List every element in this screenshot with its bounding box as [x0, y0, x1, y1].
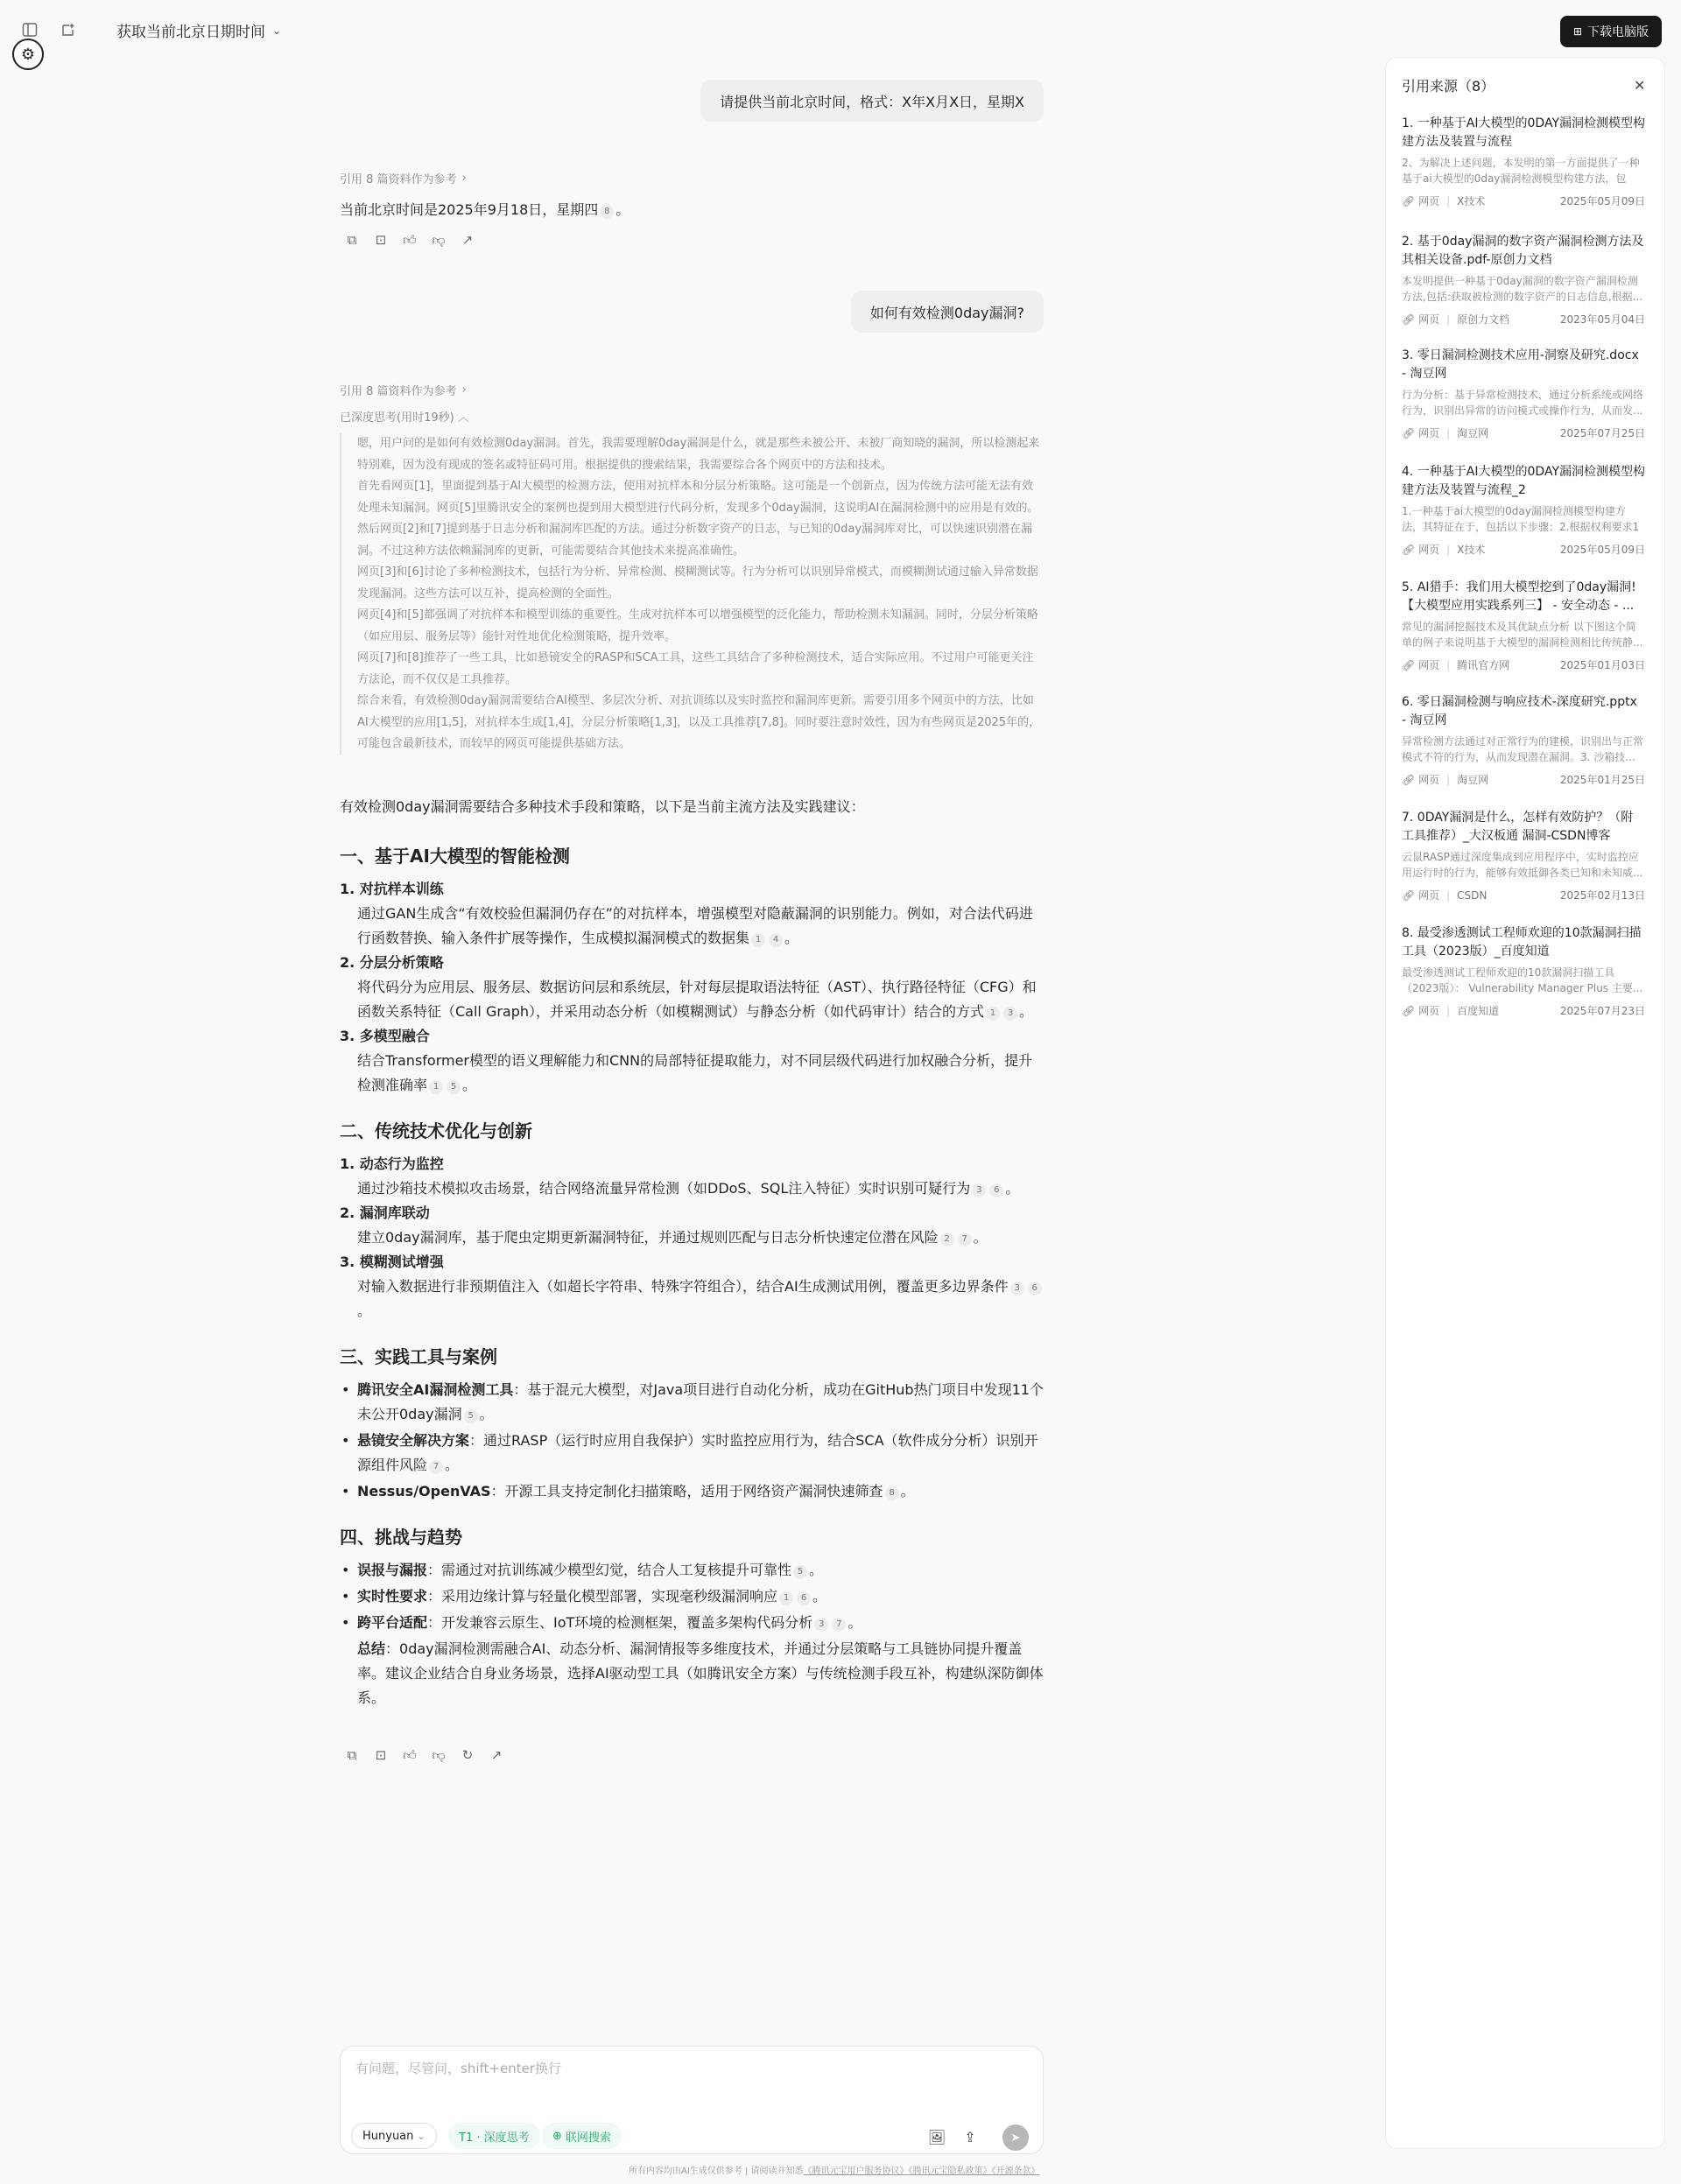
- item-text: 通过GAN生成含“有效校验但漏洞仍存在”的对抗样本，增强模型对隐蔽漏洞的识别能力。例如，对合法代码进行函数替换、输入条件扩展等操作，生成模拟漏洞模式的数据集: [357, 905, 1033, 946]
- source-meta: 🔗︎ 网页 | 淘豆网 2025年07月25日: [1402, 426, 1645, 439]
- answer-section: [340, 1523, 1044, 1710]
- conversation-title[interactable]: [116, 19, 281, 41]
- item-text: 将代码分为应用层、服务层、数据访问层和系统层，针对每层提取语法特征（AST）、执行路径特征（CFG）和函数关系特征（Call Graph），并采用动态分析（如模糊测试）与静态分析（如代码审计）结合的方式: [357, 979, 1037, 1020]
- user-message: 如何有效检测0day漏洞?: [851, 291, 1044, 333]
- source-type: 网页: [1418, 544, 1440, 556]
- citation-badge[interactable]: 3: [1003, 1007, 1017, 1021]
- source-snippet: 云鼠RASP通过深度集成到应用程序中，实时监控应用运行时的行为，能够有效抵御各类已知和未知威...: [1402, 851, 1643, 879]
- item-text: ：基于混元大模型，对Java项目进行自动化分析，成功在GitHub热门项目中发现11个未公开0day漏洞: [357, 1381, 1044, 1422]
- source-date: 2025年01月25日: [1559, 774, 1645, 786]
- bookmark-icon[interactable]: ⊡: [375, 1747, 387, 1763]
- source-meta: 🔗︎ 网页 | 腾讯官方网 2025年01月03日: [1402, 658, 1645, 671]
- item-body: 通过沙箱技术模拟攻击场景，结合网络流量异常检测（如DDoS、SQL注入特征）实时识别可疑行为 3 6 。: [357, 1180, 1020, 1197]
- citation-badge[interactable]: 3: [1010, 1282, 1024, 1296]
- chat-input-box[interactable]: [340, 2046, 1044, 2154]
- source-site: 原创力文档: [1457, 313, 1510, 326]
- list-item: • 跨平台适配：开发兼容云原生、IoT环境的检测框架，覆盖多架构代码分析 3 7 。: [340, 1611, 1044, 1635]
- settings-gear-icon[interactable]: ⚙: [12, 39, 44, 70]
- list-item: • 腾讯安全AI漏洞检测工具：基于混元大模型，对Java项目进行自动化分析，成功在GitHub热门项目中发现11个未公开0day漏洞 5 。: [340, 1378, 1044, 1427]
- link-icon: 🔗︎: [1402, 313, 1419, 326]
- web-search-label: 联网搜索: [565, 2131, 611, 2145]
- summary-paragraph: [340, 1637, 1044, 1710]
- regenerate-icon[interactable]: ↻: [461, 1747, 474, 1763]
- list-item: [340, 1024, 1044, 1098]
- source-type: 网页: [1418, 195, 1440, 207]
- source-meta: 🔗︎ 网页 | X技术 2025年05月09日: [1402, 194, 1645, 207]
- thinking-paragraph: 首先看网页[1]，里面提到基于AI大模型的检测方法，使用对抗样本和分层分析策略。这可能是一个创新点，因为传统方法可能无法有效处理未知漏洞。网页[5]里腾讯安全的案例也提到用大模型进行代码分析，发现多个0day漏洞，这说明AI在漏洞检测中的应用是有效的。: [357, 480, 1039, 515]
- source-card[interactable]: [1402, 233, 1645, 327]
- deep-thinking-label: 已深度思考(用时19秒): [340, 411, 454, 425]
- section-heading: 一、基于AI大模型的智能检测: [340, 846, 570, 867]
- list-item: • 悬镜安全解决方案：通过RASP（运行时应用自我保护）实时监控应用行为，结合SCA（软件成分分析）识别开源组件风险 7 。: [340, 1429, 1044, 1478]
- chevron-down-icon: ⌄: [272, 24, 282, 37]
- model-selector[interactable]: [351, 2123, 437, 2149]
- citation-badge[interactable]: 5: [447, 1080, 461, 1094]
- thinking-content: [340, 433, 1044, 755]
- item-body: 建立0day漏洞库，基于爬虫定期更新漏洞特征，并通过规则匹配与日志分析快速定位潜在风险 2 7 。: [357, 1229, 988, 1246]
- item-title: 3. 多模型融合: [340, 1028, 430, 1044]
- source-site: X技术: [1457, 544, 1486, 556]
- new-chat-icon[interactable]: [56, 18, 81, 42]
- source-date: 2023年05月04日: [1559, 313, 1645, 326]
- source-title: 3. 零日漏洞检测技术应用-洞察及研究.docx - 淘豆网: [1402, 348, 1639, 381]
- references-panel: [1385, 57, 1665, 2149]
- conversation-title-text: 获取当前北京日期时间: [116, 24, 265, 41]
- model-label: Hunyuan: [362, 2129, 414, 2143]
- item-text: 结合Transformer模型的语义理解能力和CNN的局部特征提取能力，对不同层级代码进行加权融合分析，提升检测准确率: [357, 1052, 1033, 1093]
- citation-badge[interactable]: 3: [972, 1183, 986, 1197]
- image-upload-icon[interactable]: 🖼︎: [927, 2128, 946, 2145]
- source-title: 8. 最受渗透测试工程师欢迎的10款漏洞扫描工具（2023版）_百度知道: [1402, 926, 1642, 959]
- assistant-answer: [340, 795, 1044, 1730]
- list-item: • 实时性要求：采用边缘计算与轻量化模型部署，实现毫秒级漏洞响应 1 6 。: [340, 1584, 1044, 1609]
- thinking-paragraph: 嗯，用户问的是如何有效检测0day漏洞。首先，我需要理解0day漏洞是什么，就是那些未被公开、未被厂商知晓的漏洞，所以检测起来特别难，因为没有现成的签名或特征码可用。根据提供的搜索结果，我需要综合各个网页中的方法和技术。: [357, 437, 1040, 472]
- chevron-down-icon: ⌄: [417, 2130, 426, 2142]
- user-message: 请提供当前北京时间，格式：X年X月X日，星期X: [700, 80, 1044, 122]
- source-card[interactable]: [1402, 347, 1645, 440]
- source-type: 网页: [1418, 659, 1440, 671]
- thumbs-down-icon[interactable]: 👎︎: [432, 1746, 446, 1763]
- source-meta: 🔗︎ 网页 | 淘豆网 2025年01月25日: [1402, 773, 1645, 786]
- privacy-link[interactable]: 《腾讯元宝隐私政策》: [908, 2166, 992, 2176]
- source-date: 2025年05月09日: [1559, 195, 1645, 207]
- source-snippet: 常见的漏洞挖掘技术及其优缺点分析 以下图这个简单的例子来说明基于大模型的漏洞检测相比传统静...: [1402, 621, 1643, 649]
- source-site: 百度知道: [1457, 1005, 1500, 1017]
- item-title: 1. 动态行为监控: [340, 1155, 444, 1172]
- citation-badge[interactable]: 5: [793, 1565, 807, 1579]
- answer-end: 。: [615, 201, 630, 218]
- item-body: 对输入数据进行非预期值注入（如超长字符串、特殊字符组合），结合AI生成测试用例，覆盖更多边界条件 3 6。: [340, 1275, 1044, 1324]
- deep-think-label: T1 · 深度思考: [459, 2131, 530, 2145]
- list-item: [340, 1250, 1044, 1324]
- source-date: 2025年02月13日: [1559, 889, 1645, 902]
- deep-think-toggle[interactable]: [448, 2123, 540, 2149]
- citation-badge[interactable]: 3: [814, 1618, 828, 1632]
- assistant-answer: [340, 199, 629, 219]
- send-icon: ➤: [1010, 2131, 1021, 2145]
- source-date: 2025年01月03日: [1559, 659, 1645, 671]
- source-site: CSDN: [1457, 888, 1488, 902]
- section-heading: 四、挑战与趋势: [340, 1527, 462, 1548]
- citation-badge[interactable]: 1: [429, 1080, 443, 1094]
- source-site: 淘豆网: [1457, 774, 1489, 786]
- source-snippet: 行为分析：基于异常检测技术，通过分析系统或网络行为，识别出异常的访问模式或操作行为，从而发...: [1402, 389, 1644, 417]
- item-title: 1. 对抗样本训练: [340, 881, 444, 897]
- source-snippet: 2、为解决上述问题，本发明的第一方面提供了一种基于ai大模型的0day漏洞检测模型构建方法，包: [1402, 157, 1640, 185]
- download-desktop-button[interactable]: [1560, 16, 1662, 47]
- references-link[interactable]: [340, 382, 467, 398]
- item-text: ：需通过对抗训练减少模型幻觉，结合人工复核提升可靠性: [427, 1562, 792, 1578]
- item-title: 2. 分层分析策略: [340, 954, 444, 971]
- source-title: 1. 一种基于AI大模型的0DAY漏洞检测模型构建方法及装置与流程: [1402, 116, 1645, 149]
- source-title: 6. 零日漏洞检测与响应技术-深度研究.pptx - 淘豆网: [1402, 695, 1637, 727]
- chevron-right-icon: ›: [461, 383, 467, 397]
- source-meta: 🔗︎ 网页 | 原创力文档 2023年05月04日: [1402, 313, 1645, 326]
- item-text: ：采用边缘计算与轻量化模型部署，实现毫秒级漏洞响应: [427, 1588, 778, 1605]
- source-card[interactable]: [1402, 693, 1645, 787]
- list-item: [340, 951, 1044, 1024]
- citation-badge[interactable]: 7: [958, 1232, 972, 1246]
- answer-actions: [343, 231, 476, 249]
- thinking-paragraph: 然后网页[2]和[7]提到基于日志分析和漏洞库匹配的方法。通过分析数字资产的日志，与已知的0day漏洞库对比，可以快速识别潜在漏洞。不过这种方法依赖漏洞库的更新，可能需要结合其他技术来提高准确性。: [357, 523, 1033, 558]
- disclaimer: [629, 2163, 1040, 2176]
- item-bold: 悬镜安全解决方案: [357, 1432, 470, 1449]
- thumbs-up-icon[interactable]: 👍︎: [403, 1746, 417, 1763]
- source-meta: 🔗︎ 网页 | CSDN 2025年02月13日: [1402, 888, 1645, 902]
- item-bold: 误报与漏报: [357, 1562, 428, 1578]
- references-label: 引用 8 篇资料作为参考: [340, 173, 457, 186]
- citation-badge[interactable]: 2: [940, 1232, 954, 1246]
- panel-title: 引用来源（8）: [1402, 78, 1495, 95]
- source-snippet: 本发明提供一种基于0day漏洞的数字资产漏洞检测方法,包括:获取被检测的数字资产的日志信息,根据...: [1402, 275, 1643, 303]
- source-type: 网页: [1418, 1005, 1440, 1017]
- deep-thinking-toggle[interactable]: [340, 408, 469, 425]
- link-icon: 🔗︎: [1402, 888, 1419, 902]
- item-text: 通过沙箱技术模拟攻击场景，结合网络流量异常检测（如DDoS、SQL注入特征）实时识别可疑行为: [357, 1180, 971, 1197]
- source-site: 淘豆网: [1457, 427, 1489, 439]
- citation-badge[interactable]: 7: [429, 1460, 443, 1474]
- source-type: 网页: [1418, 889, 1440, 902]
- citation-badge[interactable]: 6: [1028, 1282, 1042, 1296]
- citation-badge[interactable]: 7: [832, 1618, 846, 1632]
- item-text: ：通过RASP（运行时应用自我保护）实时监控应用行为，结合SCA（软件成分分析）识别开源组件风险: [357, 1432, 1038, 1473]
- citation-badge[interactable]: 8: [600, 205, 614, 219]
- file-upload-icon[interactable]: ⇪: [964, 2128, 976, 2145]
- source-meta: 🔗︎ 网页 | X技术 2025年05月09日: [1402, 543, 1645, 556]
- references-link[interactable]: [340, 170, 467, 186]
- source-card[interactable]: [1402, 115, 1645, 208]
- source-snippet: 最受渗透测试工程师欢迎的10款漏洞扫描工具（2023版）： Vulnerability Manager Plus 主要...: [1402, 966, 1643, 994]
- section-heading: 二、传统技术优化与创新: [340, 1120, 532, 1141]
- answer-section: [340, 1343, 1044, 1504]
- thinking-paragraph: 综合来看，有效检测0day漏洞需要结合AI模型、多层次分析、对抗训练以及实时监控和漏洞库更新。需要引用多个网页中的方法，比如AI大模型的应用[1,5]，对抗样本生成[1,4]，分层分析策略[1,3]，以及工具推荐[7,8]。同时要注意时效性，因为有些网页是2025年的，可能包含最新技术，而较早的网页可能提供基础方法。: [357, 694, 1041, 750]
- terms-link[interactable]: 《腾讯元宝用户服务协议》: [803, 2166, 909, 2176]
- source-card[interactable]: [1402, 463, 1645, 557]
- list-item: [340, 1152, 1044, 1201]
- close-icon[interactable]: ✕: [1634, 77, 1646, 94]
- source-snippet: 异常检测方法通过对正常行为的建模，识别出与正常模式不符的行为，从而发现潜在漏洞。3. 沙箱技...: [1402, 735, 1644, 763]
- source-meta: 🔗︎ 网页 | 百度知道 2025年07月23日: [1402, 1004, 1645, 1017]
- disclaimer-text: 所有内容均由AI生成仅供参考 | 请阅读并知悉: [629, 2166, 804, 2176]
- share-icon[interactable]: ↗: [461, 232, 474, 248]
- link-icon: 🔗︎: [1402, 426, 1419, 439]
- item-body: 通过GAN生成含“有效校验但漏洞仍存在”的对抗样本，增强模型对隐蔽漏洞的识别能力。例如，对合法代码进行函数替换、输入条件扩展等操作，生成模拟漏洞模式的数据集 1 4 。: [357, 905, 1033, 946]
- item-text: 对输入数据进行非预期值注入（如超长字符串、特殊字符组合），结合AI生成测试用例，覆盖更多边界条件: [357, 1278, 1009, 1295]
- link-icon: 🔗︎: [1402, 1004, 1419, 1017]
- source-card[interactable]: [1402, 579, 1645, 672]
- source-date: 2025年05月09日: [1559, 544, 1645, 556]
- top-bar: [0, 0, 1681, 64]
- item-body: 结合Transformer模型的语义理解能力和CNN的局部特征提取能力，对不同层级代码进行加权融合分析，提升检测准确率 1 5 。: [357, 1052, 1033, 1093]
- citation-badge[interactable]: 6: [797, 1591, 811, 1605]
- item-title: 2. 漏洞库联动: [340, 1204, 430, 1221]
- bullet-list: [340, 1558, 1044, 1635]
- thinking-paragraph: 网页[7]和[8]推荐了一些工具，比如悬镜安全的RASP和SCA工具，这些工具结合了多种检测技术，适合实际应用。不过用户可能更关注方法论，而不仅仅是工具推荐。: [357, 651, 1034, 686]
- windows-icon: ⊞: [1572, 25, 1583, 38]
- source-title: 7. 0DAY漏洞是什么，怎样有效防护？（附工具推荐）_大汉板通 漏洞-CSDN博客: [1402, 811, 1634, 843]
- list-item: [340, 877, 1044, 951]
- answer-actions: [343, 1746, 505, 1764]
- answer-section: [340, 1117, 1044, 1324]
- thinking-paragraph: 网页[3]和[6]讨论了多种检测技术，包括行为分析、异常检测、模糊测试等。行为分析可以识别异常模式，而模糊测试通过输入异常数据发现漏洞。这些方法可以互补，提高检测的全面性。: [357, 565, 1038, 600]
- bullet-list: [340, 1378, 1044, 1504]
- source-title: 5. AI猎手：我们用大模型挖到了0day漏洞!【大模型应用实践系列三】 - 安全动态 - ...: [1402, 580, 1636, 613]
- source-date: 2025年07月25日: [1559, 427, 1645, 439]
- answer-text: 当前北京时间是2025年9月18日，星期四: [340, 201, 599, 218]
- source-card[interactable]: [1402, 809, 1645, 902]
- answer-section: [340, 842, 1044, 1098]
- web-search-toggle[interactable]: [542, 2123, 622, 2149]
- source-snippet: 1.一种基于ai大模型的0day漏洞检测模型构建方法，其特征在于，包括以下步骤：2.根据权利要求1: [1402, 505, 1640, 533]
- source-site: 腾讯官方网: [1457, 659, 1510, 671]
- answer-intro: 有效检测0day漏洞需要结合多种技术手段和策略，以下是当前主流方法及实践建议：: [340, 798, 865, 815]
- item-body: 将代码分为应用层、服务层、数据访问层和系统层，针对每层提取语法特征（AST）、执行路径特征（CFG）和函数关系特征（Call Graph），并采用动态分析（如模糊测试）与静态分析（如代码审计）结合的方式 1 3 。: [357, 979, 1037, 1020]
- summary-bold: 总结: [357, 1640, 386, 1657]
- send-button[interactable]: [1002, 2124, 1029, 2151]
- link-icon: 🔗︎: [1402, 194, 1419, 207]
- item-text: ：开源工具支持定制化扫描策略，适用于网络资产漏洞快速筛查: [490, 1483, 883, 1499]
- source-card[interactable]: [1402, 924, 1645, 1018]
- citation-badge[interactable]: 8: [885, 1486, 899, 1500]
- citation-badge[interactable]: 5: [464, 1409, 478, 1423]
- opensource-link[interactable]: 《开源条款》: [991, 2166, 1040, 2176]
- thinking-paragraph: 网页[4]和[5]都强调了对抗样本和模型训练的重要性。生成对抗样本可以增强模型的泛化能力，帮助检测未知漏洞。同时，分层分析策略（如应用层、服务层等）能针对性地优化检测策略，提升效率。: [357, 608, 1038, 643]
- thumbs-down-icon[interactable]: 👎︎: [432, 231, 446, 248]
- list-item: • Nessus/OpenVAS：开源工具支持定制化扫描策略，适用于网络资产漏洞快速筛查 8 。: [340, 1479, 1044, 1504]
- link-icon: 🔗︎: [1402, 773, 1419, 786]
- thumbs-up-icon[interactable]: 👍︎: [403, 231, 417, 248]
- globe-icon: ⊕: [552, 2129, 562, 2143]
- item-bold: Nessus/OpenVAS: [357, 1483, 491, 1499]
- citation-badge[interactable]: 6: [989, 1183, 1003, 1197]
- section-heading: 三、实践工具与案例: [340, 1346, 497, 1367]
- citation-badge[interactable]: 1: [751, 933, 765, 947]
- item-title: 3. 模糊测试增强: [340, 1254, 444, 1270]
- summary-text: ：0day漏洞检测需融合AI、动态分析、漏洞情报等多维度技术，并通过分层策略与工具链协同提升覆盖率。建议企业结合自身业务场景，选择AI驱动型工具（如腾讯安全方案）与传统检测手段互补，构建纵深防御体系。: [357, 1640, 1044, 1706]
- list-item: [340, 1201, 1044, 1250]
- references-label: 引用 8 篇资料作为参考: [340, 385, 457, 398]
- bookmark-icon[interactable]: ⊡: [375, 232, 387, 248]
- item-bold: 腾讯安全AI漏洞检测工具: [357, 1381, 514, 1398]
- chat-input[interactable]: 有问题，尽管问，shift+enter换行: [355, 2061, 561, 2076]
- source-title: 4. 一种基于AI大模型的0DAY漏洞检测模型构建方法及装置与流程_2: [1402, 465, 1645, 497]
- share-icon[interactable]: ↗: [490, 1747, 503, 1763]
- chevron-right-icon: ›: [461, 172, 467, 185]
- source-type: 网页: [1418, 313, 1440, 326]
- citation-badge[interactable]: 1: [779, 1591, 793, 1605]
- item-text: 建立0day漏洞库，基于爬虫定期更新漏洞特征，并通过规则匹配与日志分析快速定位潜在风险: [357, 1229, 939, 1246]
- source-site: X技术: [1457, 195, 1486, 207]
- citation-badge[interactable]: 4: [769, 933, 783, 947]
- copy-icon[interactable]: ⧉: [347, 232, 357, 248]
- link-icon: 🔗︎: [1402, 658, 1419, 671]
- link-icon: 🔗︎: [1402, 543, 1419, 556]
- source-date: 2025年07月23日: [1559, 1005, 1645, 1017]
- list-item: • 误报与漏报：需通过对抗训练减少模型幻觉，结合人工复核提升可靠性 5 。: [340, 1558, 1044, 1583]
- copy-icon[interactable]: ⧉: [347, 1747, 357, 1763]
- source-title: 2. 基于0day漏洞的数字资产漏洞检测方法及其相关设备.pdf-原创力文档: [1402, 235, 1644, 267]
- chevron-up-icon: ︿: [457, 411, 469, 425]
- item-text: ：开发兼容云原生、IoT环境的检测框架，覆盖多架构代码分析: [427, 1614, 813, 1631]
- download-desktop-label: 下载电脑版: [1587, 25, 1649, 39]
- citation-badge[interactable]: 1: [986, 1007, 1000, 1021]
- source-type: 网页: [1418, 774, 1440, 786]
- item-bold: 跨平台适配: [357, 1614, 428, 1631]
- source-type: 网页: [1418, 427, 1440, 439]
- item-bold: 实时性要求: [357, 1588, 428, 1605]
